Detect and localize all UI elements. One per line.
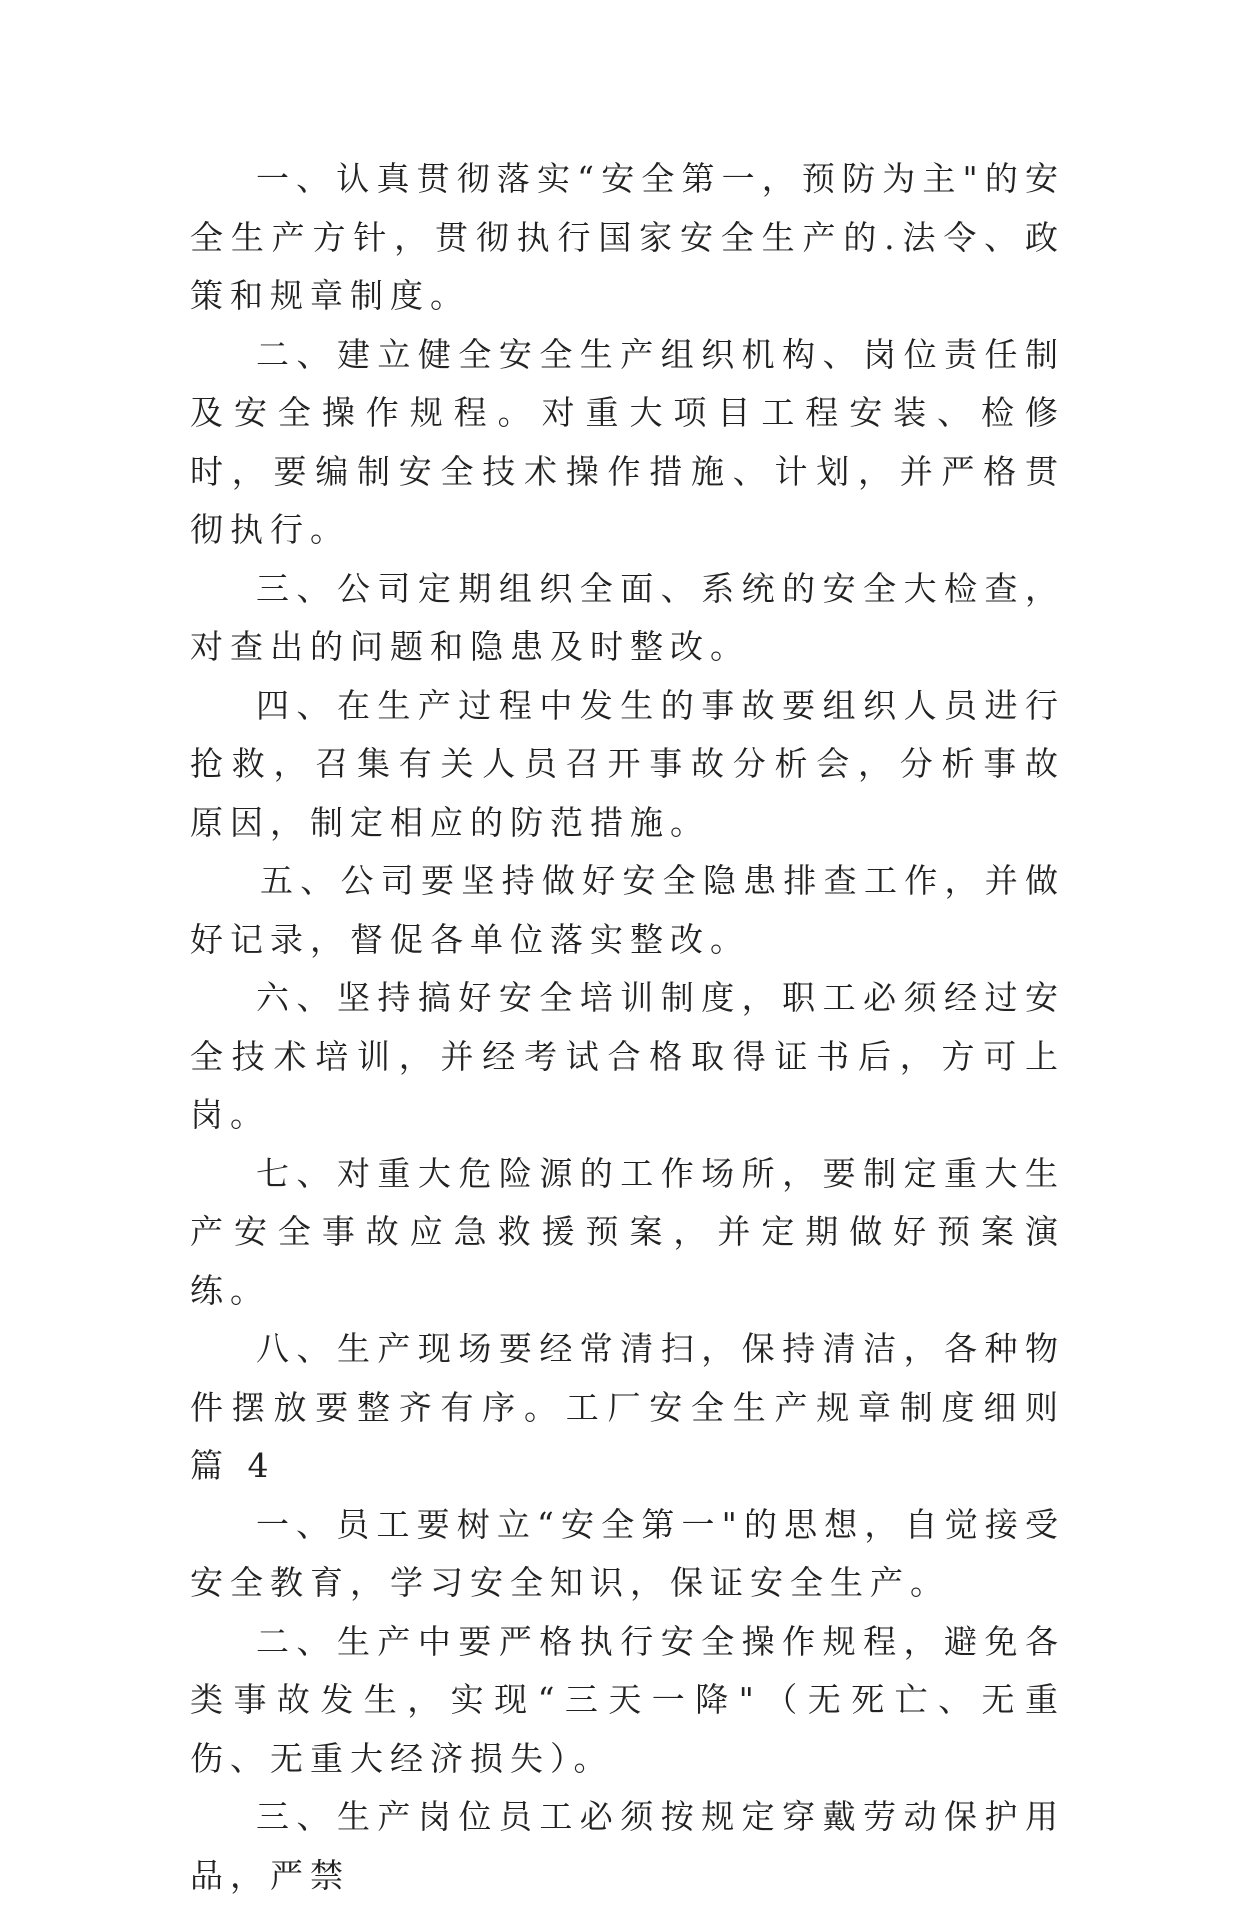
paragraph-8: 八、生产现场要经常清扫，保持清洁，各种物件摆放要整齐有序。工厂安全生产规章制度细则篇 4 <box>190 1329 1065 1485</box>
paragraph-5: 五、公司要坚持做好安全隐患排查工作，并做好记录，督促各单位落实整改。 <box>190 861 1065 959</box>
paragraph-1: 一、认真贯彻落实“安全第一，预防为主"的安全生产方针，贯彻执行国家安全生产的.法令、政策和规章制度。 <box>190 159 1065 315</box>
paragraph-6: 六、坚持搞好安全培训制度，职工必须经过安全技术培训，并经考试合格取得证书后，方可上岗。 <box>190 978 1065 1134</box>
paragraph-3: 三、公司定期组织全面、系统的安全大检查，对查出的问题和隐患及时整改。 <box>190 568 1065 666</box>
paragraph-2: 二、建立健全安全生产组织机构、岗位责任制及安全操作规程。对重大项目工程安装、检修时，要编制安全技术操作措施、计划，并严格贯彻执行。 <box>190 334 1065 549</box>
paragraph-10: 二、生产中要严格执行安全操作规程，避免各类事故发生，实现“三天一降"（无死亡、无重伤、无重大经济损失）。 <box>190 1621 1065 1778</box>
paragraph-9: 一、员工要树立“安全第一"的思想，自觉接受安全教育，学习安全知识，保证安全生产。 <box>190 1504 1065 1602</box>
document-body <box>190 150 1065 1905</box>
paragraph-4: 四、在生产过程中发生的事故要组织人员进行抢救，召集有关人员召开事故分析会，分析事故原因，制定相应的防范措施。 <box>190 685 1065 842</box>
paragraph-7: 七、对重大危险源的工作场所，要制定重大生产安全事故应急救援预案，并定期做好预案演练。 <box>190 1153 1065 1310</box>
paragraph-11: 三、生产岗位员工必须按规定穿戴劳动保护用品，严禁 <box>190 1797 1065 1895</box>
